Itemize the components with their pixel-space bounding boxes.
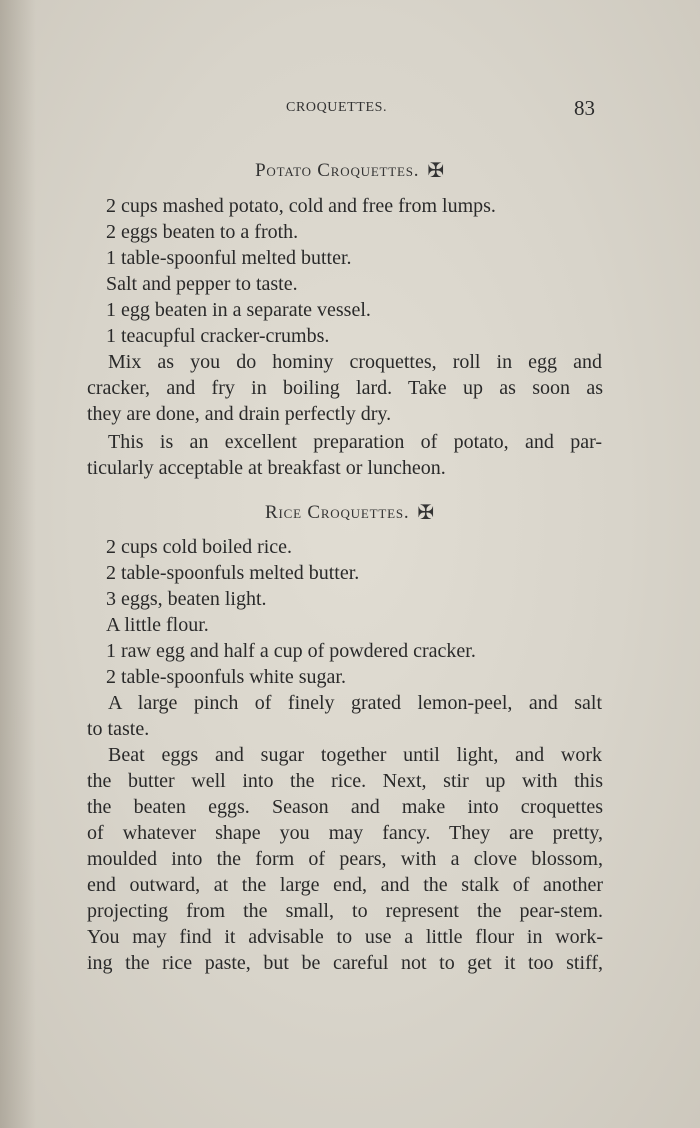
potato-ingredient: 2 eggs beaten to a froth.	[106, 221, 299, 243]
potato-paragraph-line: ticularly acceptable at breakfast or luncheon.	[87, 457, 446, 479]
potato-ingredient: 1 egg beaten in a separate vessel.	[106, 299, 371, 321]
rice-paragraph-line: You may find it advisable to use a little flour in work-	[87, 926, 603, 948]
potato-paragraph-line: Mix as you do hominy croquettes, roll in egg and	[108, 351, 602, 373]
rice-paragraph-line: A large pinch of finely grated lemon-peel, and salt	[108, 692, 602, 714]
potato-paragraph-line: cracker, and fry in boiling lard. Take up as soon as	[87, 377, 603, 399]
potato-croquettes-heading	[0, 158, 700, 183]
rice-paragraph-line: of whatever shape you may fancy. They are pretty,	[87, 822, 603, 844]
rice-paragraph-line: Beat eggs and sugar together until light, and work	[108, 744, 602, 766]
rice-paragraph-line: to taste.	[87, 718, 150, 740]
rice-paragraph-line: projecting from the small, to represent the pear-stem.	[87, 900, 603, 922]
rice-ingredient: 1 raw egg and half a cup of powdered cracker.	[106, 640, 476, 662]
rice-heading-text: Rice Croquettes.	[265, 502, 410, 523]
running-head	[0, 96, 700, 124]
rice-paragraph-line: moulded into the form of pears, with a clove blossom,	[87, 848, 603, 870]
potato-ingredient: Salt and pepper to taste.	[106, 273, 298, 295]
maltese-cross-icon: ✠	[427, 160, 445, 182]
rice-paragraph-line: end outward, at the large end, and the stalk of another	[87, 874, 603, 896]
rice-croquettes-heading	[0, 500, 700, 525]
page-number: 83	[574, 96, 595, 120]
potato-paragraph-line: This is an excellent preparation of potato, and par-	[108, 431, 602, 453]
rice-paragraph-line: the butter well into the rice. Next, stir up with this	[87, 770, 603, 792]
rice-paragraph-line: the beaten eggs. Season and make into croquettes	[87, 796, 603, 818]
rice-paragraph-line: ing the rice paste, but be careful not to get it too stiff,	[87, 952, 603, 974]
potato-paragraph-line: they are done, and drain perfectly dry.	[87, 403, 392, 425]
potato-ingredient: 2 cups mashed potato, cold and free from lumps.	[106, 195, 496, 217]
potato-heading-text: Potato Croquettes.	[255, 160, 420, 181]
rice-ingredient: 2 table-spoonfuls melted butter.	[106, 562, 360, 584]
potato-ingredient: 1 teacupful cracker-crumbs.	[106, 325, 330, 347]
rice-ingredient: 2 table-spoonfuls white sugar.	[106, 666, 346, 688]
maltese-cross-icon: ✠	[417, 502, 435, 524]
running-title: CROQUETTES.	[286, 100, 388, 115]
rice-ingredient: 3 eggs, beaten light.	[106, 588, 267, 610]
rice-ingredient: A little flour.	[106, 614, 209, 636]
rice-ingredient: 2 cups cold boiled rice.	[106, 536, 293, 558]
potato-ingredient: 1 table-spoonful melted butter.	[106, 247, 352, 269]
